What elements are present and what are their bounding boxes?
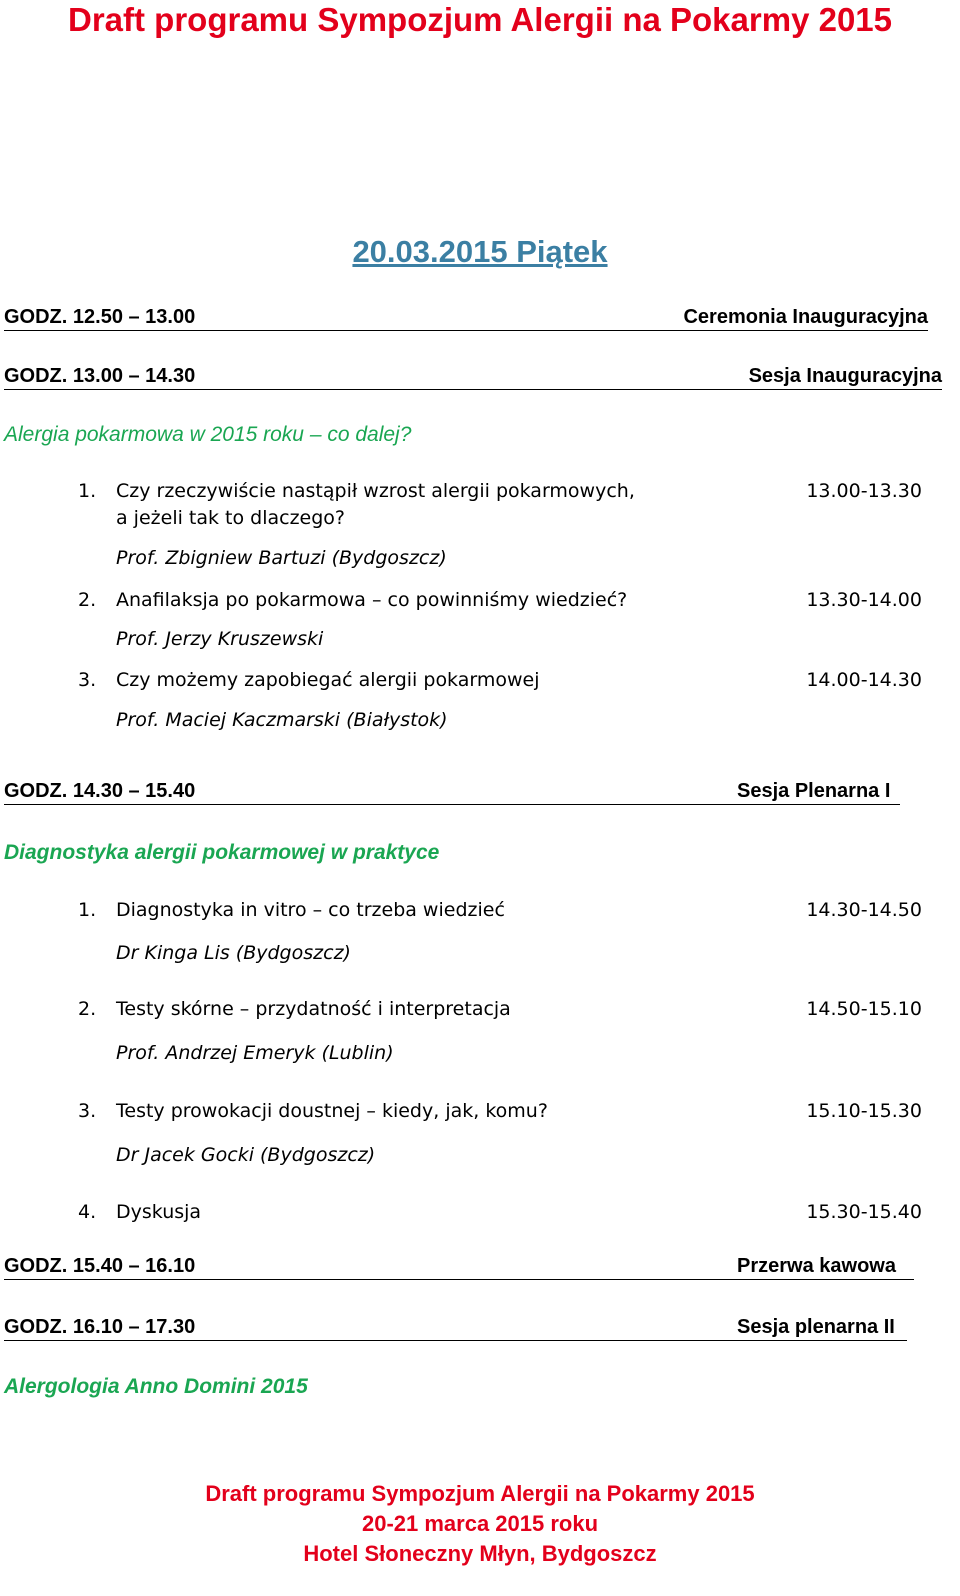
- item-title: Czy możemy zapobiegać alergii pokarmowej: [116, 669, 540, 691]
- item-number: 2.: [78, 998, 97, 1020]
- block-time: GODZ. 15.40 – 16.10: [4, 1255, 196, 1277]
- item-number: 4.: [78, 1201, 97, 1223]
- schedule-block-inaugural: [4, 363, 942, 390]
- item-number: 1.: [78, 899, 97, 921]
- item-lecturer: Prof. Maciej Kaczmarski (Białystok): [116, 709, 448, 731]
- footer-title: Draft programu Sympozjum Alergii na Pokarmy 2015: [205, 1481, 755, 1506]
- section-title: Alergia pokarmowa w 2015 roku – co dalej?: [4, 423, 412, 446]
- section-title: Diagnostyka alergii pokarmowej w praktyce: [4, 841, 440, 864]
- item-lecturer: Prof. Jerzy Kruszewski: [116, 628, 324, 650]
- item-title: Czy rzeczywiście nastąpił wzrost alergii pokarmowych,: [116, 480, 635, 502]
- item-title: Testy prowokacji doustnej – kiedy, jak, komu?: [116, 1100, 548, 1122]
- block-session: Przerwa kawowa: [737, 1255, 896, 1277]
- schedule-block-coffee-break: [4, 1253, 914, 1280]
- item-title: Testy skórne – przydatność i interpretacja: [116, 998, 511, 1020]
- item-number: 2.: [78, 589, 97, 611]
- item-title: Anafilaksja po pokarmowa – co powinniśmy wiedzieć?: [116, 589, 628, 611]
- item-title: Dyskusja: [116, 1201, 202, 1223]
- document-title: Draft programu Sympozjum Alergii na Pokarmy 2015: [67, 1, 893, 38]
- block-time: GODZ. 14.30 – 15.40: [4, 780, 196, 802]
- item-time: 15.10-15.30: [806, 1100, 922, 1122]
- item-lecturer: Prof. Zbigniew Bartuzi (Bydgoszcz): [116, 547, 447, 569]
- item-title-cont: a jeżeli tak to dlaczego?: [116, 507, 346, 529]
- block-session: Ceremonia Inauguracyjna: [683, 306, 928, 328]
- item-lecturer: Dr Jacek Gocki (Bydgoszcz): [116, 1144, 376, 1166]
- schedule-block-plenary-1: [4, 778, 900, 805]
- item-time: 15.30-15.40: [806, 1201, 922, 1223]
- block-session: Sesja Plenarna I: [737, 780, 891, 802]
- item-time: 14.50-15.10: [806, 998, 922, 1020]
- item-time: 13.30-14.00: [806, 589, 922, 611]
- item-number: 3.: [78, 1100, 97, 1122]
- item-time: 14.30-14.50: [806, 899, 922, 921]
- section-title: Alergologia Anno Domini 2015: [4, 1375, 308, 1398]
- item-time: 13.00-13.30: [806, 480, 922, 502]
- footer-dates: 20-21 marca 2015 roku: [361, 1511, 599, 1536]
- block-time: GODZ. 13.00 – 14.30: [4, 365, 196, 387]
- block-session: Sesja plenarna II: [737, 1316, 895, 1338]
- block-session: Sesja Inauguracyjna: [748, 365, 942, 387]
- schedule-block-plenary-2: [4, 1314, 907, 1341]
- item-title: Diagnostyka in vitro – co trzeba wiedzieć: [116, 899, 505, 921]
- item-number: 1.: [78, 480, 97, 502]
- block-time: GODZ. 12.50 – 13.00: [4, 306, 196, 328]
- item-time: 14.00-14.30: [806, 669, 922, 691]
- item-number: 3.: [78, 669, 97, 691]
- footer-venue: Hotel Słoneczny Młyn, Bydgoszcz: [303, 1541, 657, 1566]
- block-time: GODZ. 16.10 – 17.30: [4, 1316, 196, 1338]
- day-date-heading: 20.03.2015 Piątek: [352, 234, 608, 269]
- schedule-block-ceremony: [4, 304, 928, 331]
- item-lecturer: Prof. Andrzej Emeryk (Lublin): [116, 1042, 394, 1064]
- item-lecturer: Dr Kinga Lis (Bydgoszcz): [116, 942, 351, 964]
